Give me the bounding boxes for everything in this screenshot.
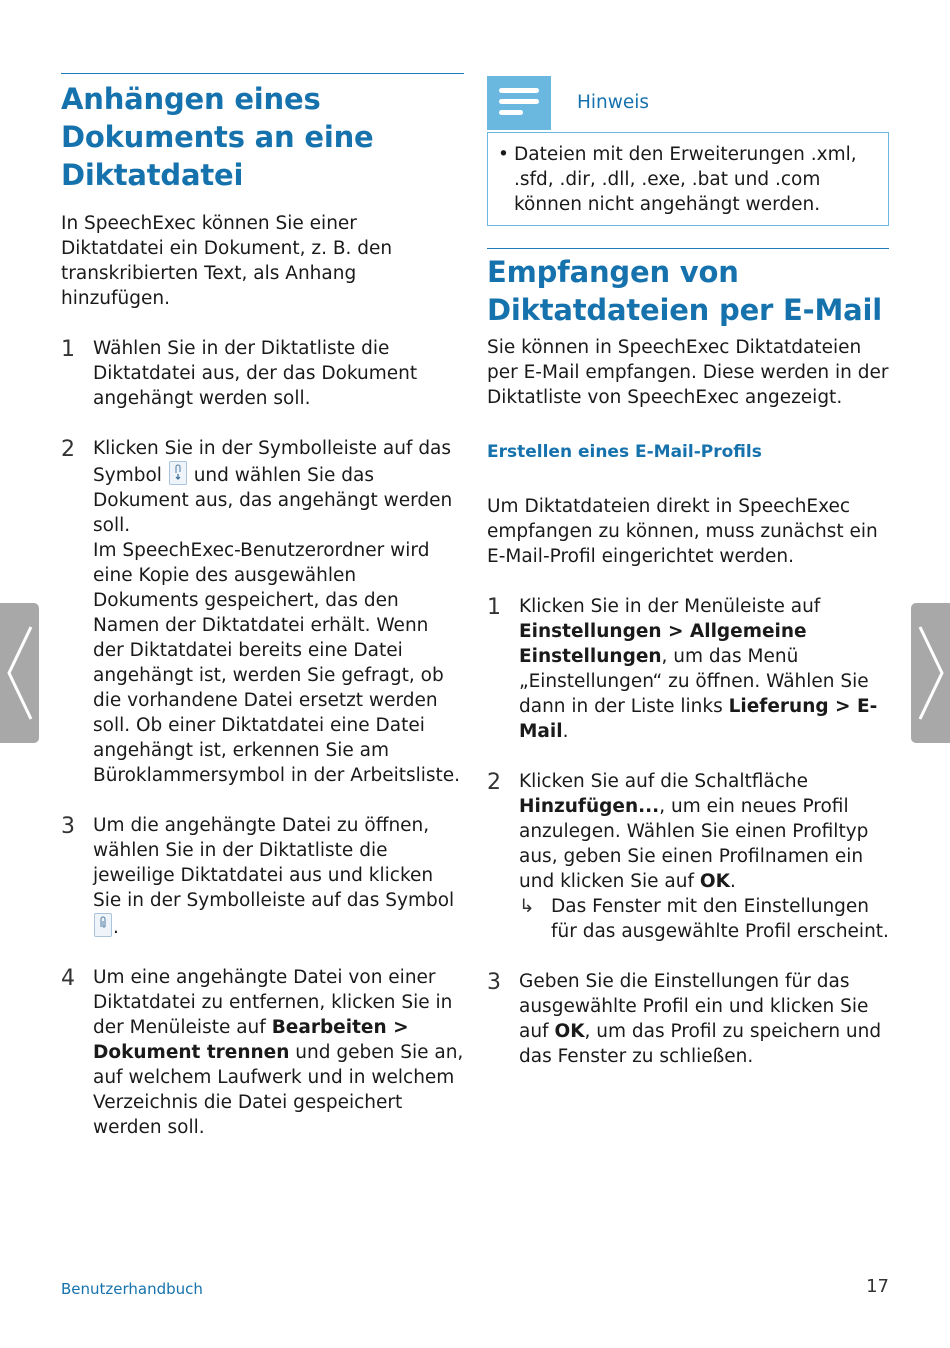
step-text: und geben Sie an, auf welchem Laufwerk und in welchem Verzeichnis die Datei gespeichert werden soll. xyxy=(93,1042,464,1138)
step-3 xyxy=(487,969,889,1069)
step-number: 2 xyxy=(61,437,75,462)
section-title: Anhängen eines Dokuments an eine Diktatdatei xyxy=(61,82,374,192)
step-1 xyxy=(61,336,464,411)
section-rule xyxy=(61,73,464,74)
step-text: Um die angehängte Datei zu öffnen, wählen Sie in der Diktatliste die jeweilige Diktatdatei aus und klicken Sie in der Symbolleiste auf das Symbol xyxy=(93,815,455,911)
left-column xyxy=(61,73,464,1140)
chevron-right-icon xyxy=(916,623,946,723)
result-text: Das Fenster mit den Einstellungen für das ausgewählte Profil erscheint. xyxy=(551,896,889,942)
step-text-end: . xyxy=(729,871,736,892)
step-text: Um eine angehängte Datei von einer Diktatdatei zu entfernen, klicken Sie in der Menüleiste auf xyxy=(93,967,453,1038)
step-text: , um das Profil zu speichern und das Fenster zu schließen. xyxy=(519,1021,882,1067)
step-number: 1 xyxy=(487,595,501,620)
step-number: 1 xyxy=(61,337,75,362)
note-item: • Dateien mit den Erweiterungen .xml, .sfd, .dir, .dll, .exe, .bat und .com können nicht angehängt werden. xyxy=(498,142,876,217)
step-number: 2 xyxy=(487,770,501,795)
step-text: Klicken Sie in der Symbolleiste auf das Symbol xyxy=(93,438,452,486)
step-number: 3 xyxy=(61,814,75,839)
step-2 xyxy=(61,436,464,788)
steps-list xyxy=(61,336,464,1140)
subsection-text: Um Diktatdateien direkt in SpeechExec empfangen zu können, muss zunächst ein E-Mail-Profil eingerichtet werden. xyxy=(487,496,878,567)
note-box xyxy=(487,132,889,226)
next-page-button[interactable] xyxy=(911,603,950,743)
step-text: Klicken Sie auf die Schaltfläche xyxy=(519,771,809,792)
menu-path: Einstellungen > Allgemeine Einstellungen xyxy=(519,621,807,667)
menu-path: Bearbeiten > Dokument trennen xyxy=(93,1017,409,1063)
step-1 xyxy=(487,594,889,744)
menu-path: Lieferung > E-Mail xyxy=(519,696,878,742)
step-text: und wählen Sie das Dokument aus, das angehängt werden soll. xyxy=(93,465,453,536)
note-header xyxy=(487,76,889,130)
step-text-end: . xyxy=(562,721,569,742)
step-text: Geben Sie die Einstellungen für das ausgewählte Profil ein und klicken Sie auf xyxy=(519,971,869,1042)
step-text: Klicken Sie in der Menüleiste auf xyxy=(519,596,821,617)
steps-list xyxy=(487,594,889,1069)
step-result xyxy=(519,894,889,944)
previous-page-button[interactable] xyxy=(0,603,39,743)
step-2 xyxy=(487,769,889,944)
step-text: , um ein neues Profil anzulegen. Wählen Sie einen Profiltyp aus, geben Sie einen Profilnamen ein und klicken Sie auf xyxy=(519,796,869,892)
chevron-left-icon xyxy=(5,623,35,723)
result-arrow-icon: ↳ xyxy=(519,896,535,917)
step-text: Wählen Sie in der Diktatliste die Diktatdatei aus, der das Dokument angehängt werden soll. xyxy=(93,338,418,409)
paperclip-icon xyxy=(94,913,112,937)
footer-title: Benutzerhandbuch xyxy=(61,1280,203,1298)
step-text-end: . xyxy=(113,917,119,938)
step-number: 4 xyxy=(61,966,75,991)
note-lines-icon xyxy=(487,76,551,130)
section-intro: Sie können in SpeechExec Diktatdateien per E-Mail empfangen. Diese werden in der Diktatliste von SpeechExec angezeigt. xyxy=(487,337,889,408)
section-title: Empfangen von Diktatdateien per E-Mail xyxy=(487,255,882,327)
step-4 xyxy=(61,965,464,1140)
right-column xyxy=(487,76,889,1069)
step-text: , um das Menü „Einstellungen“ zu öffnen. Wählen Sie dann in der Liste links xyxy=(519,646,869,717)
section-rule xyxy=(487,248,889,249)
step-number: 3 xyxy=(487,970,501,995)
step-detail: Im SpeechExec-Benutzerordner wird eine Kopie des ausgewählen Dokuments gespeichert, das den Namen der Diktatdatei erhält. Wenn der Diktatdatei bereits eine Datei angehängt ist, werden Sie gefragt, ob die vorhandene Datei ersetzt werden soll. Ob einer Diktatdatei eine Datei angehängt ist, erkennen Sie am Büroklammersymbol in der Arbeitsliste. xyxy=(93,540,461,786)
button-name: Hinzufügen... xyxy=(519,796,660,817)
subsection-title: Erstellen eines E-Mail-Profils xyxy=(487,442,762,462)
button-name: OK xyxy=(699,871,730,892)
note-label: Hinweis xyxy=(577,92,650,113)
section-intro: In SpeechExec können Sie einer Diktatdatei ein Dokument, z. B. den transkribierten Text, als Anhang hinzufügen. xyxy=(61,213,393,309)
step-3 xyxy=(61,813,464,940)
button-name: OK xyxy=(554,1021,585,1042)
page-number: 17 xyxy=(866,1276,889,1297)
paperclip-attach-icon xyxy=(169,461,187,485)
